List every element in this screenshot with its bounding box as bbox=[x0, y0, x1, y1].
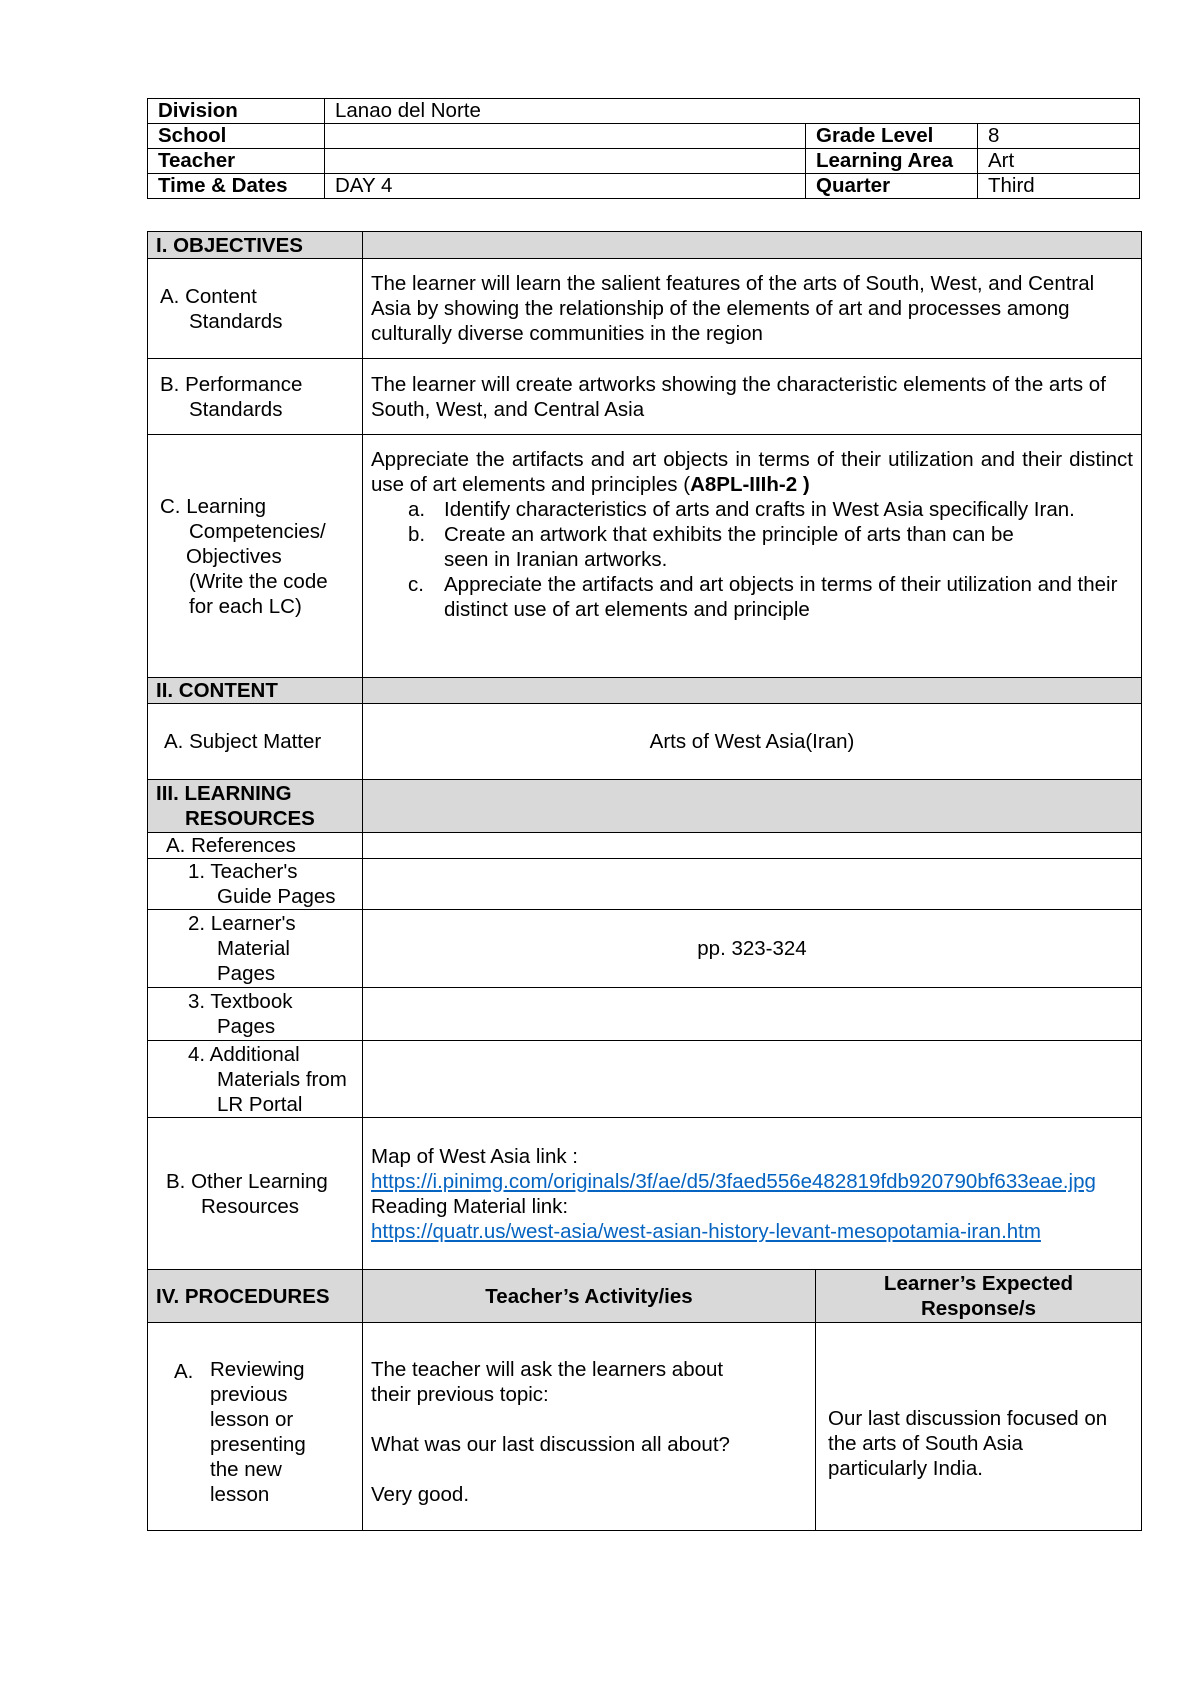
time-dates-value: DAY 4 bbox=[325, 174, 806, 199]
competency-list bbox=[371, 497, 1133, 622]
teacher-label: Teacher bbox=[148, 149, 325, 174]
references-label: A. References bbox=[148, 833, 363, 859]
competency-label-line2: Competencies/ bbox=[189, 519, 326, 543]
competency-label-line4: (Write the code bbox=[189, 569, 328, 593]
competency-intro bbox=[371, 447, 1133, 497]
teacher-activity-cell bbox=[363, 1323, 816, 1531]
competency-text: Create an artwork that exhibits the principle of arts than can be seen in Iranian artworks. bbox=[444, 523, 1014, 571]
quarter-label: Quarter bbox=[806, 174, 978, 199]
competency-label-line1: C. Learning bbox=[160, 494, 266, 518]
learning-resources-heading bbox=[148, 780, 363, 833]
additional-materials-value bbox=[363, 1041, 1142, 1118]
reviewing-label-line: lesson or bbox=[210, 1407, 294, 1431]
learning-competencies-content bbox=[363, 435, 1142, 678]
competency-label-line5: for each LC) bbox=[189, 594, 302, 618]
competency-label-line3: Objectives bbox=[186, 544, 282, 568]
teacher-activity-spacer bbox=[371, 1457, 807, 1482]
competency-item-c bbox=[371, 572, 1133, 622]
performance-standards-label-line2: Standards bbox=[189, 397, 283, 421]
reading-link-label: Reading Material link: bbox=[371, 1194, 569, 1218]
reviewing-label-line: presenting bbox=[210, 1432, 306, 1456]
additional-materials-label-line2: Materials from bbox=[217, 1067, 347, 1091]
reviewing-label-line: lesson bbox=[210, 1482, 270, 1506]
teacher-activity-line: their previous topic: bbox=[371, 1382, 549, 1406]
reading-link[interactable]: https://quatr.us/west-asia/west-asian-history-levant-mesopotamia-iran.htm bbox=[371, 1219, 1041, 1243]
learner-response-line: the arts of South Asia bbox=[828, 1432, 1023, 1455]
content-heading: II. CONTENT bbox=[148, 678, 363, 704]
learner-response-header-line1: Learner’s Expected bbox=[883, 1272, 1074, 1295]
content-standards-label bbox=[148, 259, 363, 359]
learners-material-label-line2: Material bbox=[217, 937, 290, 960]
competency-text: Appreciate the artifacts and art objects in terms of their utilization and their distinct use of art elements and principle bbox=[444, 573, 1118, 621]
teachers-guide-label bbox=[148, 859, 363, 910]
performance-standards-label-line1: B. Performance bbox=[160, 372, 303, 396]
learning-resources-heading-line1: III. LEARNING bbox=[156, 782, 292, 805]
reviewing-label-line: the new bbox=[210, 1457, 282, 1481]
competency-marker: b. bbox=[408, 523, 426, 546]
teacher-activity-spacer bbox=[371, 1407, 807, 1432]
competency-item-a bbox=[371, 497, 1133, 522]
header-table bbox=[147, 98, 1140, 199]
textbook-label-line1: 3. Textbook bbox=[188, 990, 293, 1013]
learners-material-label-line1: 2. Learner's bbox=[188, 912, 296, 935]
quarter-value: Third bbox=[978, 174, 1140, 199]
school-value bbox=[325, 124, 806, 149]
other-resources-content bbox=[363, 1118, 1142, 1270]
procedures-heading: IV. PROCEDURES bbox=[148, 1270, 363, 1323]
textbook-label bbox=[148, 988, 363, 1041]
teachers-guide-label-line1: 1. Teacher's bbox=[188, 860, 298, 883]
teacher-activity-line: Very good. bbox=[371, 1482, 470, 1506]
division-value: Lanao del Norte bbox=[325, 99, 1140, 124]
grade-level-label: Grade Level bbox=[806, 124, 978, 149]
map-link-label: Map of West Asia link : bbox=[371, 1144, 578, 1168]
other-resources-label-line1: B. Other Learning bbox=[166, 1169, 328, 1193]
learner-response-line: Our last discussion focused on bbox=[828, 1407, 1108, 1430]
teacher-activity-line: The teacher will ask the learners about bbox=[371, 1357, 724, 1381]
competency-marker: c. bbox=[408, 573, 424, 596]
subject-matter-label: A. Subject Matter bbox=[148, 704, 363, 780]
competency-text: Identify characteristics of arts and crafts in West Asia specifically Iran. bbox=[444, 498, 1075, 521]
additional-materials-label-line1: 4. Additional bbox=[188, 1042, 300, 1066]
teachers-guide-value bbox=[363, 859, 1142, 910]
learners-material-label-line3: Pages bbox=[217, 962, 276, 985]
competency-marker: a. bbox=[408, 498, 426, 521]
division-label: Division bbox=[148, 99, 325, 124]
learning-competencies-label bbox=[148, 435, 363, 678]
competency-intro-text: Appreciate the artifacts and art objects in terms of their utilization and their distinct use of art elements and principles ( bbox=[371, 448, 1133, 496]
other-resources-label-line2: Resources bbox=[201, 1194, 299, 1218]
teachers-guide-label-line2: Guide Pages bbox=[217, 885, 336, 908]
teacher-activity-header: Teacher’s Activity/ies bbox=[363, 1270, 816, 1323]
learners-material-value: pp. 323-324 bbox=[363, 910, 1142, 988]
reviewing-lesson-label bbox=[148, 1323, 363, 1531]
references-value bbox=[363, 833, 1142, 859]
learner-response-line: particularly India. bbox=[828, 1457, 983, 1480]
subject-matter-value: Arts of West Asia(Iran) bbox=[363, 704, 1142, 780]
additional-materials-label bbox=[148, 1041, 363, 1118]
learner-response-header-line2: Response/s bbox=[920, 1297, 1037, 1320]
learning-resources-heading-line2: RESOURCES bbox=[185, 807, 315, 830]
performance-standards-label bbox=[148, 359, 363, 435]
other-resources-label bbox=[148, 1118, 363, 1270]
content-standards-text: The learner will learn the salient features of the arts of South, West, and Central Asia by showing the relationship of the elements of art and processes among culturally diverse communities in the region bbox=[363, 259, 1142, 359]
learning-area-value: Art bbox=[978, 149, 1140, 174]
learner-response-header bbox=[816, 1270, 1142, 1323]
school-label: School bbox=[148, 124, 325, 149]
map-link[interactable]: https://i.pinimg.com/originals/3f/ae/d5/3faed556e482819fdb920790bf633eae.jpg bbox=[371, 1169, 1096, 1193]
objectives-heading-fill bbox=[363, 232, 1142, 259]
teacher-activity-line: What was our last discussion all about? bbox=[371, 1432, 730, 1456]
learner-response-cell bbox=[816, 1323, 1142, 1531]
content-standards-label-line1: A. Content bbox=[160, 284, 257, 308]
competency-code: A8PL-IIIh-2 ) bbox=[690, 473, 810, 496]
textbook-value bbox=[363, 988, 1142, 1041]
lesson-plan-table bbox=[147, 231, 1142, 1531]
learners-material-label bbox=[148, 910, 363, 988]
reviewing-label-line: Reviewing bbox=[210, 1357, 305, 1381]
time-dates-label: Time & Dates bbox=[148, 174, 325, 199]
grade-level-value: 8 bbox=[978, 124, 1140, 149]
reviewing-marker: A. bbox=[174, 1360, 194, 1383]
competency-item-b bbox=[371, 522, 1133, 572]
additional-materials-label-line3: LR Portal bbox=[217, 1092, 303, 1116]
content-heading-fill bbox=[363, 678, 1142, 704]
content-standards-label-line2: Standards bbox=[189, 309, 283, 333]
reviewing-label-line: previous bbox=[210, 1382, 288, 1406]
learning-resources-heading-fill bbox=[363, 780, 1142, 833]
objectives-heading: I. OBJECTIVES bbox=[148, 232, 363, 259]
performance-standards-text: The learner will create artworks showing the characteristic elements of the arts of South, West, and Central Asia bbox=[363, 359, 1142, 435]
learning-area-label: Learning Area bbox=[806, 149, 978, 174]
textbook-label-line2: Pages bbox=[217, 1015, 276, 1038]
teacher-value bbox=[325, 149, 806, 174]
